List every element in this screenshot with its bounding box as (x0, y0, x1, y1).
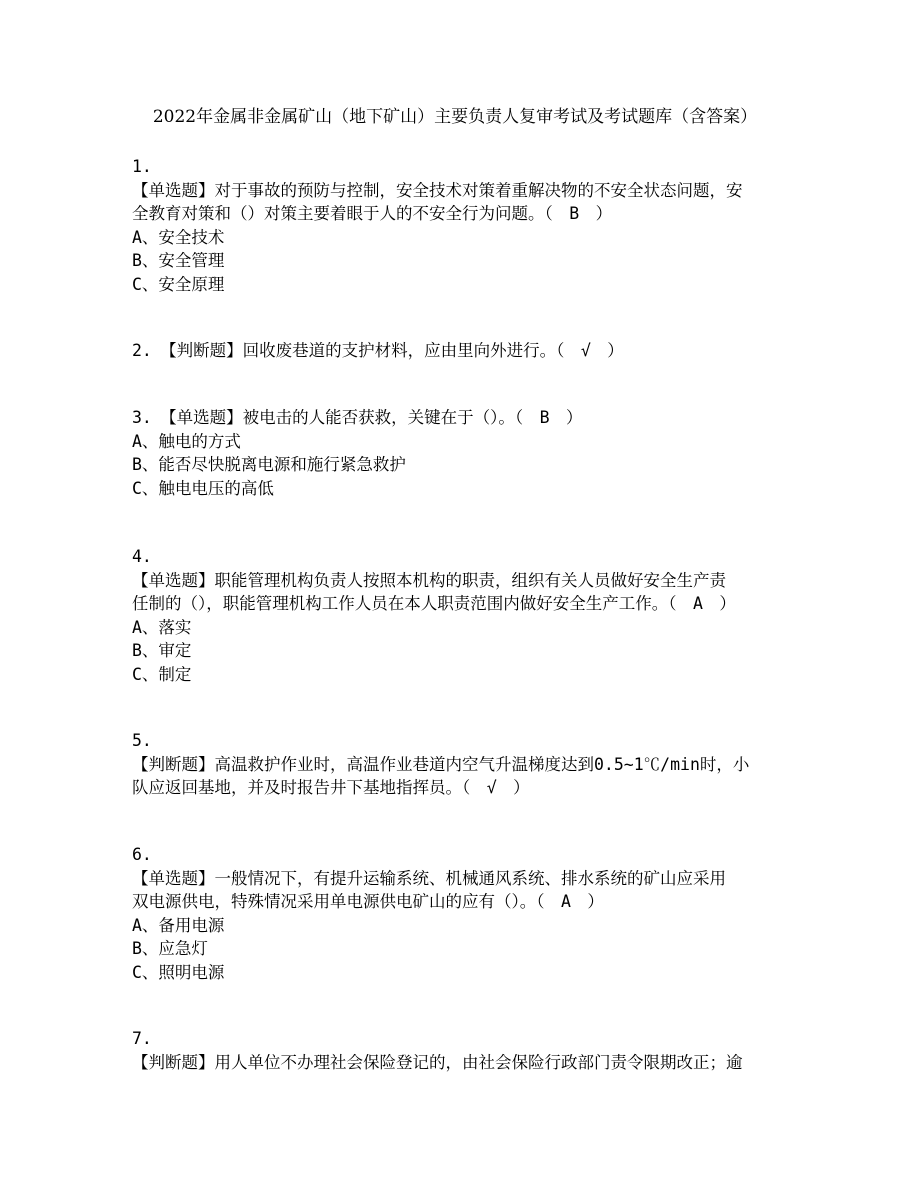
question-text: 【判断题】高温救护作业时，高温作业巷道内空气升温梯度达到0.5~1℃/min时，小 (132, 754, 750, 774)
question-text: 双电源供电，特殊情况采用单电源供电矿山的应有（）。（ A ） (132, 892, 604, 911)
question-number: 4. (132, 547, 152, 566)
question-text: 【判断题】用人单位不办理社会保险登记的，由社会保险行政部门责令限期改正；逾 (132, 1052, 743, 1072)
question-number: 7. (132, 1029, 152, 1048)
document-title: 2022年金属非金属矿山（地下矿山）主要负责人复审考试及考试题库（含答案） (152, 107, 758, 127)
option-c: C、制定 (132, 664, 192, 684)
option-c: C、触电电压的高低 (132, 478, 274, 498)
question-7 (132, 1027, 792, 1074)
question-text: 【单选题】职能管理机构负责人按照本机构的职责，组织有关人员做好安全生产责 (132, 570, 726, 590)
question-2 (132, 339, 792, 363)
question-4 (132, 545, 792, 686)
question-text: 【单选题】一般情况下，有提升运输系统、机械通风系统、排水系统的矿山应采用 (132, 868, 726, 888)
question-1 (132, 155, 792, 296)
question-text: 任制的（），职能管理机构工作人员在本人职责范围内做好安全生产工作。（ A ） (132, 594, 736, 613)
option-c: C、照明电源 (132, 962, 225, 982)
question-5 (132, 729, 792, 800)
question-text: 3. 【单选题】被电击的人能否获救，关键在于（）。（ B ） (132, 408, 583, 427)
question-text: 队应返回基地，并及时报告井下基地指挥员。（ √ ） (132, 778, 530, 797)
option-a: A、落实 (132, 617, 192, 637)
option-a: A、触电的方式 (132, 431, 241, 451)
option-b: B、能否尽快脱离电源和施行紧急救护 (132, 455, 406, 474)
option-a: A、安全技术 (132, 227, 225, 247)
option-b: B、安全管理 (132, 251, 225, 270)
question-text: 2. 【判断题】回收废巷道的支护材料，应由里向外进行。（ √ ） (132, 341, 624, 360)
question-6 (132, 843, 792, 984)
question-number: 5. (132, 731, 152, 750)
question-number: 1. (132, 157, 152, 176)
option-c: C、安全原理 (132, 274, 225, 294)
option-b: B、审定 (132, 641, 192, 660)
question-text: 全教育对策和（）对策主要着眼于人的不安全行为问题。（ B ） (132, 204, 613, 223)
option-b: B、应急灯 (132, 939, 208, 958)
option-a: A、备用电源 (132, 915, 225, 935)
question-number: 6. (132, 845, 152, 864)
question-text: 【单选题】对于事故的预防与控制，安全技术对策着重解决物的不安全状态问题，安 (132, 180, 743, 200)
question-3 (132, 406, 792, 500)
